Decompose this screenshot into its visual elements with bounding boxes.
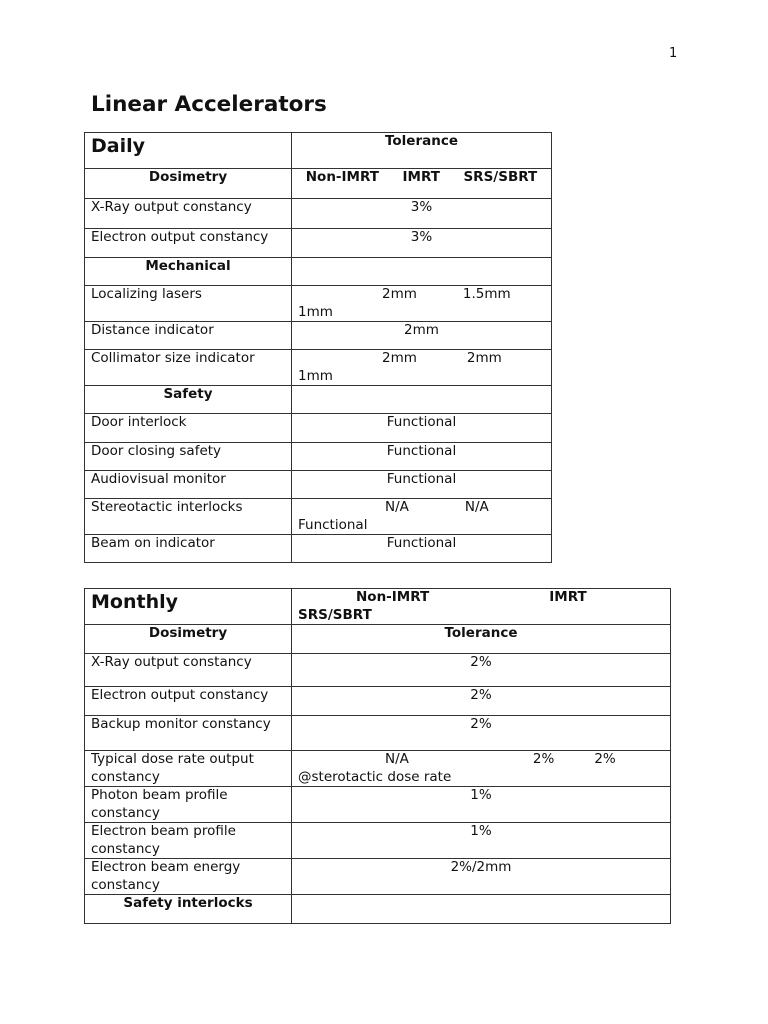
table-row-label: Beam on indicator <box>85 535 292 563</box>
table-row-label: Electron output constancy <box>85 687 292 716</box>
monthly-dosimetry-label: Dosimetry <box>85 625 292 654</box>
table-row-value: N/A N/A Functional <box>292 499 552 535</box>
table-row-value: 2mm 1.5mm 1mm <box>292 286 552 322</box>
table-row-value: Functional <box>292 414 552 443</box>
monthly-heading-cell <box>85 589 292 625</box>
monthly-heading: Monthly <box>91 591 178 613</box>
table-row-value: Functional <box>292 471 552 499</box>
daily-columns-label: Non-IMRT IMRT SRS/SBRT <box>292 169 552 199</box>
table-row-label: Typical dose rate output constancy <box>85 751 292 787</box>
table-row-value: 2mm <box>292 322 552 350</box>
monthly-qa-table <box>84 588 671 924</box>
table-row-value: 2% <box>292 716 671 751</box>
table-row-label: Electron beam energy constancy <box>85 859 292 895</box>
daily-heading-cell <box>85 133 292 169</box>
section-header-safety-interlocks: Safety interlocks <box>85 895 292 924</box>
table-row-label: Electron output constancy <box>85 229 292 258</box>
document-title: Linear Accelerators <box>91 92 327 117</box>
table-row-value: Functional <box>292 535 552 563</box>
empty-cell <box>292 258 552 286</box>
monthly-tolerance-header: Tolerance <box>292 625 671 654</box>
daily-qa-table <box>84 132 552 563</box>
section-header-safety: Safety <box>85 386 292 414</box>
table-row-label: Stereotactic interlocks <box>85 499 292 535</box>
table-row-value: N/A 2% 2% @sterotactic dose rate <box>292 751 671 787</box>
table-row-value: 2% <box>292 654 671 687</box>
monthly-columns-label: Non-IMRT IMRT SRS/SBRT <box>292 589 671 625</box>
table-row-label: Collimator size indicator <box>85 350 292 386</box>
table-row-value: 3% <box>292 199 552 229</box>
table-row-label: Door closing safety <box>85 443 292 471</box>
daily-tolerance-header: Tolerance <box>292 133 552 169</box>
table-row-value: Functional <box>292 443 552 471</box>
daily-dosimetry-label: Dosimetry <box>85 169 292 199</box>
table-row-value: 2mm 2mm 1mm <box>292 350 552 386</box>
empty-cell <box>292 386 552 414</box>
table-row-label: Photon beam profile constancy <box>85 787 292 823</box>
daily-heading: Daily <box>91 135 146 157</box>
table-row-value: 1% <box>292 823 671 859</box>
table-row-label: Door interlock <box>85 414 292 443</box>
empty-cell <box>292 895 671 924</box>
table-row-value: 1% <box>292 787 671 823</box>
table-row-label: Electron beam profile constancy <box>85 823 292 859</box>
table-row-label: X-Ray output constancy <box>85 199 292 229</box>
page-number: 1 <box>669 46 678 61</box>
section-header-mechanical: Mechanical <box>85 258 292 286</box>
table-row-value: 2%/2mm <box>292 859 671 895</box>
table-row-label: Backup monitor constancy <box>85 716 292 751</box>
table-row-label: Distance indicator <box>85 322 292 350</box>
table-row-value: 3% <box>292 229 552 258</box>
table-row-label: Localizing lasers <box>85 286 292 322</box>
table-row-value: 2% <box>292 687 671 716</box>
table-row-label: Audiovisual monitor <box>85 471 292 499</box>
table-row-label: X-Ray output constancy <box>85 654 292 687</box>
